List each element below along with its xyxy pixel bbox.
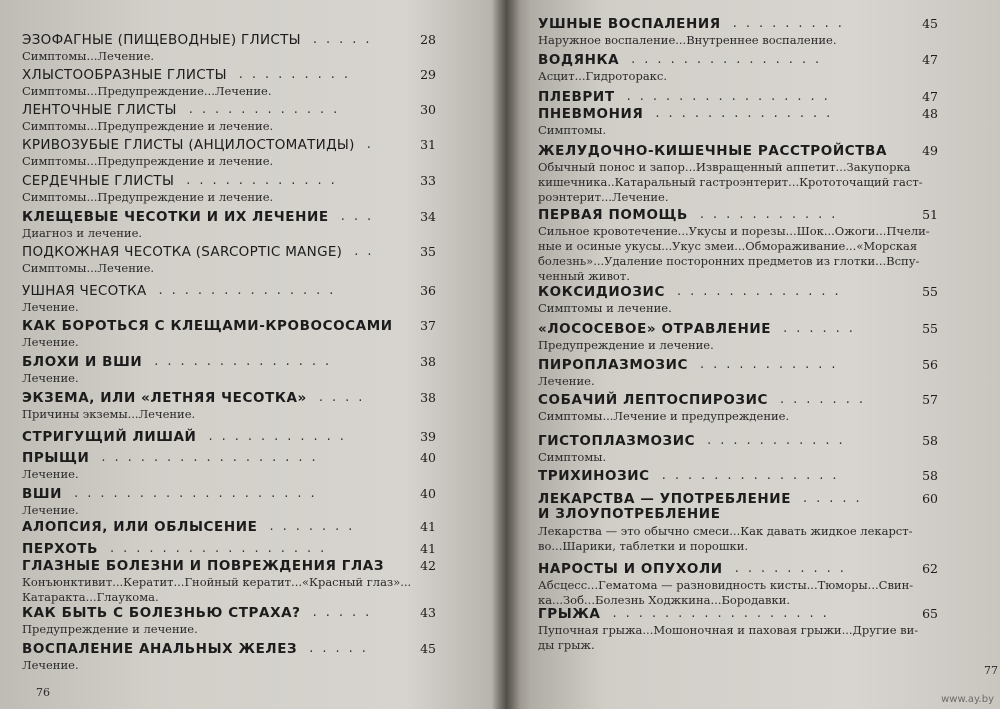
- toc-entry-subtopics: Симптомы и лечение.: [538, 301, 672, 315]
- dot-leader: ..............: [655, 106, 840, 121]
- dot-leader: .........: [732, 16, 851, 31]
- toc-entry-subtopics: болезнь»...Удаление посторонних предметов из глотки...Вспу-: [538, 254, 920, 268]
- dot-leader: ..............: [158, 283, 343, 298]
- toc-entry-title: «ЛОСОСЕВОЕ» ОТРАВЛЕНИЕ: [538, 321, 772, 337]
- toc-entry-subtopics: Абсцесс...Гематома — разновидность кисты...Тюморы...Свин-: [538, 578, 914, 592]
- toc-entry-title: ЭКЗЕМА, ИЛИ «ЛЕТНЯЯ ЧЕСОТКА»: [22, 390, 307, 406]
- dot-leader: ............: [188, 102, 347, 117]
- dot-leader: .........: [734, 561, 853, 576]
- toc-entry-page-number: 47: [922, 52, 938, 67]
- dot-leader: ..: [354, 244, 381, 259]
- toc-entry-page-number: 38: [420, 354, 436, 369]
- toc-entry-page-number: 57: [922, 392, 938, 407]
- toc-entry-subtopics: Лечение.: [22, 300, 79, 314]
- toc-entry-page-number: 48: [922, 106, 938, 121]
- toc-entry-page-number: 29: [420, 67, 436, 82]
- toc-entry-title: ЛЕКАРСТВА — УПОТРЕБЛЕНИЕ: [538, 491, 792, 507]
- toc-entry-page-number: 31: [420, 137, 436, 152]
- toc-entry-subtopics: Лечение.: [22, 335, 79, 349]
- toc-entry-subtopics: Лекарства — это обычно смеси...Как давать жидкое лекарст-: [538, 524, 913, 538]
- toc-entry-page-number: 28: [420, 32, 436, 47]
- toc-entry-title: ПИРОПЛАЗМОЗИС: [538, 357, 689, 373]
- toc-entry-subtopics: ные и осиные укусы...Укус змеи...Обмораживание...«Морская: [538, 239, 918, 253]
- toc-entry-title: СЕРДЕЧНЫЕ ГЛИСТЫ: [22, 173, 175, 189]
- toc-entry-subtopics: ка...Зоб...Болезнь Ходжкина...Бородавки.: [538, 593, 791, 607]
- toc-entry-title: ГРЫЖА: [538, 606, 601, 622]
- dot-leader: ....: [318, 390, 372, 405]
- dot-leader: ...........: [208, 429, 353, 444]
- book-gutter: [492, 0, 520, 709]
- toc-entry-title: КЛЕЩЕВЫЕ ЧЕСОТКИ И ИХ ЛЕЧЕНИЕ: [22, 209, 329, 225]
- toc-entry-subtopics: Сильное кровотечение...Укусы и порезы...Шок...Ожоги...Пчели-: [538, 224, 930, 238]
- dot-leader: .......: [780, 392, 872, 407]
- toc-entry-title: ПЕРХОТЬ: [22, 541, 98, 557]
- dot-leader: .........: [238, 67, 357, 82]
- toc-entry-page-number: 55: [922, 321, 938, 336]
- toc-entry-page-number: 58: [922, 433, 938, 448]
- toc-entry-title: ВОСПАЛЕНИЕ АНАЛЬНЫХ ЖЕЛЕЗ: [22, 641, 298, 657]
- toc-entry-title: ГИСТОПЛАЗМОЗИС: [538, 433, 696, 449]
- toc-entry-title: ПРЫЩИ: [22, 450, 90, 466]
- toc-entry-title: ХЛЫСТООБРАЗНЫЕ ГЛИСТЫ: [22, 67, 227, 83]
- dot-leader: .............: [676, 284, 848, 299]
- toc-entry-page-number: 36: [420, 283, 436, 298]
- toc-entry-title: КАК БОРОТЬСЯ С КЛЕЩАМИ-КРОВОСОСАМИ: [22, 318, 393, 334]
- dot-leader: ...........: [699, 207, 845, 222]
- toc-entry-subtopics: Диагноз и лечение.: [22, 226, 143, 240]
- dot-leader: .....: [803, 491, 869, 506]
- toc-entry-subtopics: Симптомы...Предупреждение и лечение.: [22, 154, 274, 168]
- toc-entry-page-number: 60: [922, 491, 938, 506]
- toc-entry-title: ГЛАЗНЫЕ БОЛЕЗНИ И ПОВРЕЖДЕНИЯ ГЛАЗ: [22, 558, 385, 574]
- toc-entry-page-number: 43: [420, 605, 436, 620]
- toc-entry-subtopics: роэнтерит...Лечение.: [538, 190, 669, 204]
- dot-leader: ...........: [707, 433, 852, 448]
- toc-entry-title: БЛОХИ И ВШИ: [22, 354, 143, 370]
- toc-entry-title: ПНЕВМОНИЯ: [538, 106, 644, 122]
- toc-entry-page-number: 34: [420, 209, 436, 224]
- toc-entry-subtopics: Симптомы...Предупреждение и лечение.: [22, 119, 274, 133]
- toc-entry-page-number: 40: [420, 486, 436, 501]
- toc-entry-subtopics: Пупочная грыжа...Мошоночная и паховая грыжи...Другие ви-: [538, 623, 919, 637]
- toc-entry-page-number: 39: [420, 429, 436, 444]
- toc-entry-title: СОБАЧИЙ ЛЕПТОСПИРОЗИС: [538, 392, 769, 408]
- toc-entry-subtopics: Симптомы...Предупреждение и лечение.: [22, 190, 274, 204]
- toc-entry-title: КОКСИДИОЗИС: [538, 284, 665, 300]
- toc-entry-subtopics: Симптомы.: [538, 450, 607, 464]
- dot-leader: .................: [101, 450, 325, 465]
- toc-entry-subtopics: Асцит...Гидроторакс.: [538, 69, 667, 83]
- toc-entry-title: ПОДКОЖНАЯ ЧЕСОТКА (SARCOPTIC MANGE): [22, 244, 343, 260]
- dot-leader: .................: [612, 606, 836, 621]
- dot-leader: ...............: [631, 52, 829, 67]
- toc-entry-title: АЛОПСИЯ, ИЛИ ОБЛЫСЕНИЕ: [22, 519, 258, 535]
- dot-leader: ..............: [154, 354, 339, 369]
- dot-leader: ..............: [661, 468, 846, 483]
- dot-leader: ................: [626, 89, 837, 104]
- toc-entry-title: УШНАЯ ЧЕСОТКА: [22, 283, 147, 299]
- toc-entry-subtopics: ченный живот.: [538, 269, 630, 283]
- dot-leader: .....: [312, 605, 379, 620]
- toc-entry-page-number: 41: [420, 541, 436, 556]
- toc-entry-title: ВОДЯНКА: [538, 52, 620, 68]
- toc-entry-subtopics: Предупреждение и лечение.: [538, 338, 714, 352]
- toc-entry-title: КАК БЫТЬ С БОЛЕЗНЬЮ СТРАХА?: [22, 605, 301, 621]
- toc-entry-title: УШНЫЕ ВОСПАЛЕНИЯ: [538, 16, 721, 32]
- toc-entry-title: СТРИГУЩИЙ ЛИШАЙ: [22, 429, 197, 445]
- toc-entry-page-number: 58: [922, 468, 938, 483]
- dot-leader: .: [366, 137, 380, 152]
- toc-entry-subtopics: Лечение.: [22, 467, 79, 481]
- toc-entry-title-continued: И ЗЛОУПОТРЕБЛЕНИЕ: [538, 506, 721, 522]
- toc-entry-page-number: 33: [420, 173, 436, 188]
- toc-entry-subtopics: ды грыж.: [538, 638, 595, 652]
- toc-entry-page-number: 35: [420, 244, 436, 259]
- toc-entry-subtopics: Лечение.: [22, 371, 79, 385]
- toc-entry-subtopics: Лечение.: [22, 658, 79, 672]
- toc-entry-subtopics: Причины экземы...Лечение.: [22, 407, 196, 421]
- toc-entry-subtopics: Наружное воспаление...Внутреннее воспаление.: [538, 33, 837, 47]
- toc-entry-page-number: 47: [922, 89, 938, 104]
- toc-entry-page-number: 49: [922, 143, 938, 158]
- dot-leader: .....: [309, 641, 375, 656]
- toc-entry-title: ПЕРВАЯ ПОМОЩЬ: [538, 207, 688, 223]
- toc-entry-page-number: 65: [922, 606, 938, 621]
- toc-entry-page-number: 30: [420, 102, 436, 117]
- toc-entry-subtopics: Предупреждение и лечение.: [22, 622, 198, 636]
- toc-entry-subtopics: во...Шарики, таблетки и порошки.: [538, 539, 749, 553]
- dot-leader: .......: [269, 519, 362, 534]
- toc-entry-page-number: 37: [420, 318, 436, 333]
- toc-entry-page-number: 51: [922, 207, 938, 222]
- toc-entry-subtopics: Симптомы...Лечение и предупреждение.: [538, 409, 790, 423]
- toc-entry-page-number: 56: [922, 357, 938, 372]
- toc-entry-page-number: 55: [922, 284, 938, 299]
- toc-entry-page-number: 38: [420, 390, 436, 405]
- dot-leader: ...........: [700, 357, 845, 372]
- toc-entry-page-number: 42: [420, 558, 436, 573]
- toc-entry-subtopics: Симптомы...Лечение.: [22, 49, 155, 63]
- dot-leader: .................: [110, 541, 334, 556]
- toc-entry-subtopics: кишечника..Катаральный гастроэнтерит...Крототочащий гаст-: [538, 175, 923, 189]
- toc-entry-title: НАРОСТЫ И ОПУХОЛИ: [538, 561, 723, 577]
- toc-entry-subtopics: Обычный понос и запор...Извращенный аппетит...Закупорка: [538, 160, 911, 174]
- toc-entry-title: ЭЗОФАГНЫЕ (ПИЩЕВОДНЫЕ) ГЛИСТЫ: [22, 32, 301, 48]
- dot-leader: .....: [312, 32, 379, 47]
- dot-leader: ............: [186, 173, 344, 188]
- toc-entry-title: ТРИХИНОЗИС: [538, 468, 650, 484]
- left-page-number: 76: [36, 686, 50, 699]
- dot-leader: ...: [340, 209, 381, 224]
- toc-entry-subtopics: Симптомы...Лечение.: [22, 261, 155, 275]
- toc-entry-title: ЛЕНТОЧНЫЕ ГЛИСТЫ: [22, 102, 177, 118]
- right-page: [506, 0, 1000, 709]
- toc-entry-subtopics: Катаракта...Глаукома.: [22, 590, 159, 604]
- toc-entry-page-number: 41: [420, 519, 436, 534]
- right-page-number: 77: [984, 664, 998, 677]
- toc-entry-subtopics: Симптомы...Предупреждение...Лечение.: [22, 84, 272, 98]
- toc-entry-page-number: 45: [420, 641, 436, 656]
- toc-entry-subtopics: Симптомы.: [538, 123, 607, 137]
- toc-entry-page-number: 45: [922, 16, 938, 31]
- toc-entry-title: ВШИ: [22, 486, 63, 502]
- toc-entry-subtopics: Лечение.: [538, 374, 595, 388]
- toc-entry-subtopics: Конъюнктивит...Кератит...Гнойный кератит...«Красный глаз»...: [22, 575, 412, 589]
- dot-leader: ...................: [74, 486, 324, 501]
- toc-entry-page-number: 62: [922, 561, 938, 576]
- dot-leader: ......: [783, 321, 862, 336]
- toc-entry-subtopics: Лечение.: [22, 503, 79, 517]
- toc-entry-title: ПЛЕВРИТ: [538, 89, 615, 105]
- watermark: www.ay.by: [941, 694, 994, 705]
- toc-entry-title: КРИВОЗУБЫЕ ГЛИСТЫ (АНЦИЛОСТОМАТИДЫ): [22, 137, 355, 153]
- toc-entry-title: ЖЕЛУДОЧНО-КИШЕЧНЫЕ РАССТРОЙСТВА: [538, 143, 887, 159]
- toc-entry-page-number: 40: [420, 450, 436, 465]
